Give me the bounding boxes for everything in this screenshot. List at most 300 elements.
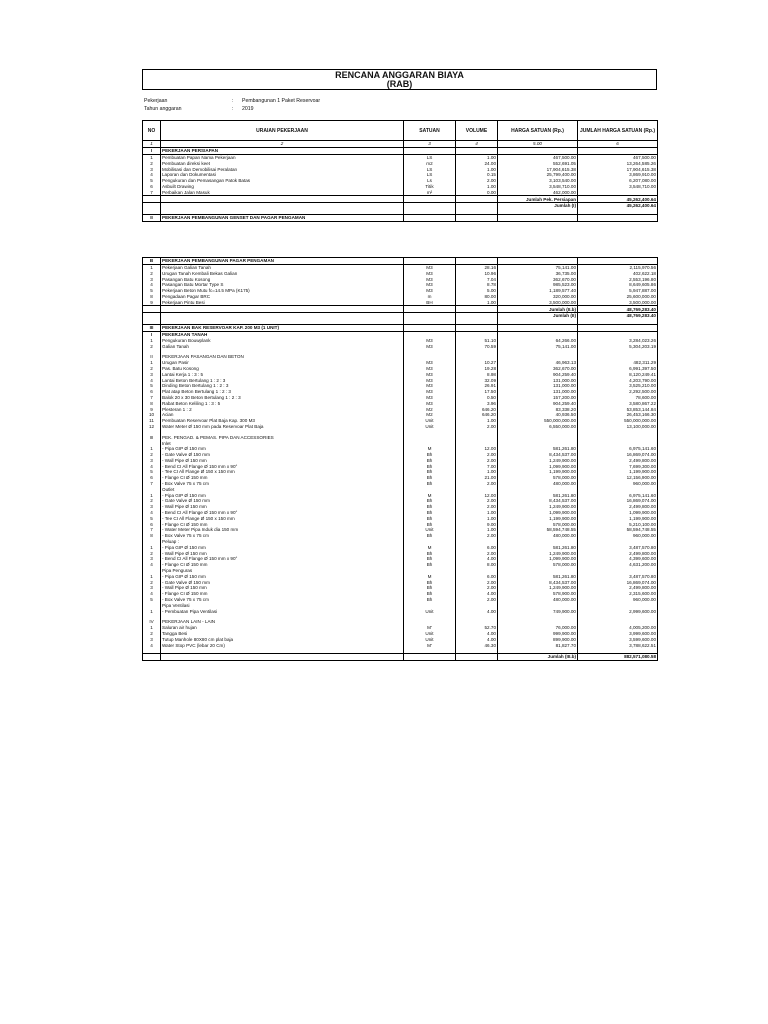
row-no: 4	[143, 282, 161, 288]
row-satuan	[404, 324, 456, 331]
header-volume: VOLUME	[456, 121, 498, 141]
row-jumlah: 1,199,900.00	[578, 469, 658, 475]
row-satuan: M'	[404, 625, 456, 631]
row-uraian: - Bend CI All Flange Ø 150 mm x 90°	[161, 510, 404, 516]
row-volume	[456, 258, 498, 265]
row-uraian: Dinding Beton Bertulang 1 : 2 : 3	[161, 383, 404, 389]
row-uraian: PEKERJAAN PEMBANGUNAN PAGAR PENGAMAN	[161, 258, 404, 265]
row-jumlah: 3,487,570.80	[578, 545, 658, 551]
row-jumlah: 2,499,800.00	[578, 458, 658, 464]
row-uraian: - Flange CI Ø 150 mm	[161, 475, 404, 481]
row-harga: 58,594,748.55	[498, 527, 578, 533]
row-no: 5	[143, 597, 161, 603]
row-volume: 2.00	[456, 585, 498, 591]
row-no: 4	[143, 642, 161, 648]
row-harga: 578,000.00	[498, 475, 578, 481]
row-harga: 8,434,537.00	[498, 452, 578, 458]
row-jumlah: 45,262,400.64	[578, 203, 658, 209]
row-harga: 985,523.00	[498, 282, 578, 288]
row-satuan: Bh	[404, 521, 456, 527]
row-jumlah: 2,115,970.56	[578, 264, 658, 270]
row-uraian: Acian	[161, 412, 404, 418]
row-volume: 2.00	[456, 178, 498, 184]
row-no: 2	[143, 631, 161, 637]
row-jumlah: 2,499,800.00	[578, 550, 658, 556]
row-satuan: Unit	[404, 631, 456, 637]
row-volume: 1.00	[456, 418, 498, 424]
row-satuan: M2	[404, 406, 456, 412]
row-volume: 80.00	[456, 294, 498, 300]
row-uraian: - Box Valve 75 x 75 cm	[161, 481, 404, 487]
row-uraian: PEKERJAAN PASANGAN DAN BETON	[161, 354, 404, 360]
row-jumlah: 3,487,570.80	[578, 574, 658, 580]
row-uraian: Water Stop PVC (lebar 20 Cm)	[161, 642, 404, 648]
row-satuan: Bh	[404, 481, 456, 487]
row-no: 8	[143, 294, 161, 300]
row-no: 4	[143, 172, 161, 178]
row-no: 1	[143, 492, 161, 498]
row-volume: 2.00	[456, 550, 498, 556]
row-no: 1	[143, 545, 161, 551]
row-volume: 8.00	[456, 562, 498, 568]
row-harga: 1,249,900.00	[498, 458, 578, 464]
row-jumlah: 2,999,600.00	[578, 608, 658, 614]
row-jumlah: 8,649,605.86	[578, 282, 658, 288]
row-jumlah: 2,553,196.80	[578, 276, 658, 282]
row-volume: 12.00	[456, 492, 498, 498]
row-volume: 9.00	[456, 521, 498, 527]
row-uraian: Tutup Manhole 80X80 cm plat baja	[161, 637, 404, 643]
row-harga: 362,670.00	[498, 276, 578, 282]
row-harga: 480,000.00	[498, 481, 578, 487]
row-volume: 5.00	[456, 288, 498, 294]
row-harga: Jumlah (II.b)	[498, 306, 578, 313]
row-jumlah: 53,853,144.84	[578, 406, 658, 412]
row-uraian: - Pipa GIP Ø 150 mm	[161, 446, 404, 452]
row-harga: Jumlah (I)	[498, 203, 578, 209]
row-uraian	[161, 196, 404, 203]
row-satuan	[404, 258, 456, 265]
row-jumlah: 1,199,900.00	[578, 516, 658, 522]
row-volume: 12.00	[456, 446, 498, 452]
row-satuan: m2	[404, 161, 456, 167]
row-satuan: M	[404, 545, 456, 551]
row-satuan: Bh	[404, 452, 456, 458]
row-no: 7	[143, 190, 161, 196]
row-no: 4	[143, 510, 161, 516]
row-harga: Jumlah (II)	[498, 313, 578, 319]
row-volume: 24.00	[456, 161, 498, 167]
row-no: IV	[143, 619, 161, 625]
row-satuan: Bh	[404, 516, 456, 522]
row-jumlah: 45,262,400.64	[578, 196, 658, 203]
row-no: III	[143, 435, 161, 441]
row-uraian: Plat atap Beton Bertulang 1 : 2 : 3	[161, 389, 404, 395]
row-no: II	[143, 354, 161, 360]
row-harga: 64,266.00	[498, 338, 578, 344]
row-uraian: - Pembuatan Pipa Ventilasi	[161, 608, 404, 614]
row-jumlah: 6,975,141.60	[578, 492, 658, 498]
row-jumlah: 482,311.29	[578, 360, 658, 366]
row-harga: 578,900.00	[498, 591, 578, 597]
row-uraian: Pasangan Batu Kosong	[161, 276, 404, 282]
row-volume: 10.27	[456, 360, 498, 366]
index-cell: 6	[578, 141, 658, 148]
row-uraian: Outlet	[161, 487, 404, 493]
row-no: 3	[143, 372, 161, 378]
row-uraian: - Tee CI All Flange Ø 150 x 150 mm	[161, 469, 404, 475]
budget-table-part2	[142, 257, 658, 661]
row-uraian: - Gate Valve Ø 150 mm	[161, 498, 404, 504]
row-harga: 899,900.00	[498, 637, 578, 643]
row-satuan: M3	[404, 360, 456, 366]
row-jumlah: 467,500.00	[578, 154, 658, 160]
row-satuan: Bh	[404, 504, 456, 510]
index-cell: 1	[143, 141, 161, 148]
row-jumlah: 3,500,000.00	[578, 300, 658, 306]
row-uraian: Pasangan Batu Mortar Type S	[161, 282, 404, 288]
row-volume: 0.15	[456, 172, 498, 178]
row-satuan: M'	[404, 642, 456, 648]
row-satuan: M3	[404, 372, 456, 378]
row-satuan: M3	[404, 389, 456, 395]
row-no: 9	[143, 406, 161, 412]
row-volume: 21.00	[456, 475, 498, 481]
row-volume: 4.00	[456, 631, 498, 637]
row-no: 4	[143, 377, 161, 383]
row-jumlah: 6,207,080.00	[578, 178, 658, 184]
row-satuan: Unit	[404, 608, 456, 614]
row-satuan: Unit	[404, 527, 456, 533]
row-uraian: - Wall Pipe Ø 150 mm	[161, 458, 404, 464]
row-no: 2	[143, 550, 161, 556]
row-satuan: Bh	[404, 469, 456, 475]
row-uraian: Pipa Penguras	[161, 568, 404, 574]
row-harga: 362,670.00	[498, 366, 578, 372]
row-satuan	[404, 148, 456, 155]
row-uraian: Pembuatan Reservoar Plat Baja Kap. 300 M3	[161, 418, 404, 424]
row-satuan: Bh	[404, 475, 456, 481]
row-harga: 157,200.00	[498, 395, 578, 401]
index-cell: 4	[456, 141, 498, 148]
row-volume: 7.04	[456, 276, 498, 282]
row-jumlah: 3,869,910.00	[578, 172, 658, 178]
table-row	[143, 324, 658, 331]
header-jumlah: JUMLAH HARGA SATUAN (Rp.)	[578, 121, 658, 141]
row-harga: 749,900.00	[498, 608, 578, 614]
row-harga	[498, 214, 578, 221]
row-satuan: Bh	[404, 550, 456, 556]
row-satuan	[404, 196, 456, 203]
row-jumlah	[578, 258, 658, 265]
row-jumlah: 16,869,074.00	[578, 498, 658, 504]
row-volume	[456, 654, 498, 661]
row-uraian: Mobilisasi dan Demobilisai Peralatan	[161, 166, 404, 172]
row-harga: 8,434,537.00	[498, 498, 578, 504]
row-uraian: - Bend CI All Flange Ø 150 mm x 90°	[161, 464, 404, 470]
row-jumlah: 3,788,622.51	[578, 642, 658, 648]
table-row	[143, 214, 658, 221]
row-volume: 4.00	[456, 591, 498, 597]
row-volume: 17.50	[456, 389, 498, 395]
row-satuan: LS	[404, 154, 456, 160]
row-no: 4	[143, 562, 161, 568]
row-uraian: PEKERJAAN PERSIAPAN	[161, 148, 404, 155]
row-harga: 131,000.00	[498, 383, 578, 389]
row-no: 4	[143, 591, 161, 597]
row-harga	[498, 258, 578, 265]
row-harga: 81,827.70	[498, 642, 578, 648]
row-satuan: Bh	[404, 579, 456, 585]
row-satuan: M3	[404, 276, 456, 282]
row-uraian: - Tee CI All Flange Ø 150 x 150 mm	[161, 516, 404, 522]
row-uraian: Pekerjaan Pintu Besi	[161, 300, 404, 306]
row-harga: 1,249,900.00	[498, 504, 578, 510]
row-volume: 2.00	[456, 458, 498, 464]
row-jumlah: 3,999,600.00	[578, 631, 658, 637]
row-satuan: Bh	[404, 510, 456, 516]
row-no: 2	[143, 366, 161, 372]
row-harga: 480,000.00	[498, 533, 578, 539]
row-satuan: M3	[404, 271, 456, 277]
row-harga: 75,141.00	[498, 343, 578, 349]
row-uraian: - Wall Pipe Ø 150 mm	[161, 550, 404, 556]
row-uraian: Rabat Beton Keliling 1 : 3 : 5	[161, 401, 404, 407]
row-satuan: M3	[404, 343, 456, 349]
row-harga: 131,000.00	[498, 377, 578, 383]
row-volume: 46.30	[456, 642, 498, 648]
row-no: 2	[143, 343, 161, 349]
row-jumlah: 48,769,283.40	[578, 313, 658, 319]
row-uraian: Plesteran 1 : 2	[161, 406, 404, 412]
row-volume: 1.00	[456, 510, 498, 516]
row-jumlah: 2,315,600.00	[578, 591, 658, 597]
row-satuan: M3	[404, 377, 456, 383]
row-satuan: BH	[404, 300, 456, 306]
row-uraian	[161, 306, 404, 313]
row-harga: 581,261.80	[498, 446, 578, 452]
row-no: 11	[143, 418, 161, 424]
row-no: II	[143, 214, 161, 221]
row-no: 2	[143, 579, 161, 585]
row-satuan: M3	[404, 282, 456, 288]
row-uraian: - Pipa GIP Ø 150 mm	[161, 574, 404, 580]
row-uraian: Pekerjaan Beton Mutu fc=14.5 MPa (K175)	[161, 288, 404, 294]
row-volume	[456, 196, 498, 203]
row-harga: 578,000.00	[498, 562, 578, 568]
row-uraian: PEKERJAAN LAIN - LAIN	[161, 619, 404, 625]
row-harga: 17,904,615.38	[498, 166, 578, 172]
row-uraian: - Wall Pipe Ø 150 mm	[161, 504, 404, 510]
row-jumlah: 3,525,210.00	[578, 383, 658, 389]
row-uraian: PEK. PENGAD. & PEMAS. PIPA DAN ACCESSORIES	[161, 435, 404, 441]
row-volume: 10.96	[456, 271, 498, 277]
row-jumlah	[578, 214, 658, 221]
row-volume: 32.09	[456, 377, 498, 383]
row-harga: 83,338.20	[498, 406, 578, 412]
row-jumlah: 13,100,000.00	[578, 424, 658, 430]
row-satuan: M3	[404, 366, 456, 372]
row-volume: 1.00	[456, 469, 498, 475]
row-jumlah: 402,622.18	[578, 271, 658, 277]
row-volume: 1.00	[456, 300, 498, 306]
row-uraian: - Pipa GIP Ø 150 mm	[161, 545, 404, 551]
row-volume: 2.00	[456, 504, 498, 510]
row-jumlah: 5,947,887.00	[578, 288, 658, 294]
row-volume: 26.91	[456, 383, 498, 389]
row-volume: 8.78	[456, 282, 498, 288]
row-volume: 28.16	[456, 264, 498, 270]
row-harga: 1,099,900.00	[498, 556, 578, 562]
pekerjaan-value: Pembangunan 1 Paket Reservoar	[242, 98, 321, 104]
row-satuan	[404, 654, 456, 661]
row-uraian: Lantai Kerja 1 : 3 : 5	[161, 372, 404, 378]
row-harga: 581,261.80	[498, 545, 578, 551]
row-uraian: Pipa Ventilasi	[161, 603, 404, 609]
row-jumlah: 960,000.00	[578, 597, 658, 603]
header-harga: HARGA SATUAN (Rp.)	[498, 121, 578, 141]
row-uraian: PEKERJAAN PEMBANGUNAN GENSET DAN PAGAR PENGAMAN	[161, 214, 404, 221]
row-jumlah: 5,304,203.19	[578, 343, 658, 349]
row-satuan: m	[404, 294, 456, 300]
row-no: 3	[143, 458, 161, 464]
row-satuan: Unit	[404, 637, 456, 643]
row-harga: 904,259.40	[498, 401, 578, 407]
row-no: 9	[143, 300, 161, 306]
row-harga: 552,691.05	[498, 161, 578, 167]
row-satuan: LS	[404, 172, 456, 178]
row-volume: 2.00	[456, 498, 498, 504]
row-no: 3	[143, 585, 161, 591]
row-harga	[498, 148, 578, 155]
row-jumlah: 4,631,200.00	[578, 562, 658, 568]
row-uraian: - Flange CI Ø 150 mm	[161, 562, 404, 568]
row-satuan: M3	[404, 338, 456, 344]
row-uraian: Water Meter Ø 150 mm pada Reservoar Plat Baja	[161, 424, 404, 430]
row-jumlah: 8,120,249.41	[578, 372, 658, 378]
row-volume: 2.00	[456, 597, 498, 603]
row-harga: 1,249,900.00	[498, 550, 578, 556]
row-satuan: Unit	[404, 418, 456, 424]
row-jumlah: 25,600,000.00	[578, 294, 658, 300]
row-no: 3	[143, 276, 161, 282]
row-uraian	[161, 654, 404, 661]
row-no: 7	[143, 527, 161, 533]
row-no: 7	[143, 395, 161, 401]
row-harga: 1,099,900.00	[498, 464, 578, 470]
row-volume: 1.00	[456, 184, 498, 190]
row-jumlah: 26,453,166.30	[578, 412, 658, 418]
row-no: 12	[143, 424, 161, 430]
header-satuan: SATUAN	[404, 121, 456, 141]
row-jumlah: 882,571,080.58	[578, 654, 658, 661]
row-volume	[456, 148, 498, 155]
row-no	[143, 306, 161, 313]
row-jumlah: 58,594,748.55	[578, 527, 658, 533]
row-uraian: Asbuilt Drawing	[161, 184, 404, 190]
row-jumlah: 7,699,300.00	[578, 464, 658, 470]
row-no	[143, 654, 161, 661]
row-uraian: Pembuatan direksi keet	[161, 161, 404, 167]
table-row	[143, 196, 658, 203]
row-jumlah: 13,264,585.26	[578, 161, 658, 167]
row-harga: 1,199,900.00	[498, 469, 578, 475]
row-uraian: Pengukuran dan Pemasangan Patok Batas	[161, 178, 404, 184]
row-volume: 19.28	[456, 366, 498, 372]
row-harga: 8,434,537.00	[498, 579, 578, 585]
row-no: 3	[143, 166, 161, 172]
row-harga: 25,799,400.00	[498, 172, 578, 178]
row-harga: 578,000.00	[498, 521, 578, 527]
table-header-row	[143, 121, 658, 141]
row-jumlah: 16,869,074.00	[578, 452, 658, 458]
row-harga: 581,261.80	[498, 492, 578, 498]
row-volume: 8.98	[456, 372, 498, 378]
row-harga: 1,099,900.00	[498, 510, 578, 516]
row-uraian: - Gate Valve Ø 150 mm	[161, 452, 404, 458]
row-uraian: Saluran air hujan	[161, 625, 404, 631]
row-jumlah: 1,099,900.00	[578, 510, 658, 516]
row-no: 3	[143, 504, 161, 510]
row-volume	[456, 324, 498, 331]
index-cell: 2	[161, 141, 404, 148]
row-uraian: Balok 20 x 30 Beton Bertulang 1 : 2 : 3	[161, 395, 404, 401]
row-no: 4	[143, 464, 161, 470]
row-no: 2	[143, 271, 161, 277]
row-harga: 467,500.00	[498, 154, 578, 160]
row-jumlah: 2,499,800.00	[578, 585, 658, 591]
row-harga: 6,550,000.00	[498, 424, 578, 430]
row-jumlah: 2,292,500.00	[578, 389, 658, 395]
row-no: III	[143, 324, 161, 331]
row-uraian: - Flange CI Ø 150 mm	[161, 521, 404, 527]
row-uraian: Urugan Pasir	[161, 360, 404, 366]
row-no: 1	[143, 264, 161, 270]
row-no: 10	[143, 412, 161, 418]
row-harga: 581,261.80	[498, 574, 578, 580]
row-satuan: Bh	[404, 533, 456, 539]
row-volume: 4.00	[456, 637, 498, 643]
row-harga: 131,000.00	[498, 389, 578, 395]
row-satuan: M3	[404, 383, 456, 389]
row-harga: 40,936.50	[498, 412, 578, 418]
row-jumlah: 2,499,800.00	[578, 504, 658, 510]
row-uraian: Pembuatan Papan Nama Pekerjaan	[161, 154, 404, 160]
row-no	[143, 196, 161, 203]
row-no: 5	[143, 516, 161, 522]
row-harga: 3,548,710.00	[498, 184, 578, 190]
row-jumlah: 4,203,790.00	[578, 377, 658, 383]
row-no: 2	[143, 452, 161, 458]
row-satuan: M	[404, 492, 456, 498]
row-satuan: Bh	[404, 591, 456, 597]
row-satuan: Bh	[404, 458, 456, 464]
row-no: 1	[143, 338, 161, 344]
row-jumlah: 78,600.00	[578, 395, 658, 401]
table-row	[143, 148, 658, 155]
index-cell: 5.00	[498, 141, 578, 148]
row-uraian: Lantai Beton Bertulang 1 : 2 : 3	[161, 377, 404, 383]
row-no: 7	[143, 481, 161, 487]
index-cell: 3	[404, 141, 456, 148]
row-satuan: Ls	[404, 178, 456, 184]
row-jumlah: 960,000.00	[578, 533, 658, 539]
row-jumlah: 550,000,000.00	[578, 418, 658, 424]
row-jumlah: 4,005,200.00	[578, 625, 658, 631]
row-satuan: M	[404, 446, 456, 452]
row-no: 2	[143, 498, 161, 504]
row-uraian: - Wall Pipe Ø 150 mm	[161, 585, 404, 591]
